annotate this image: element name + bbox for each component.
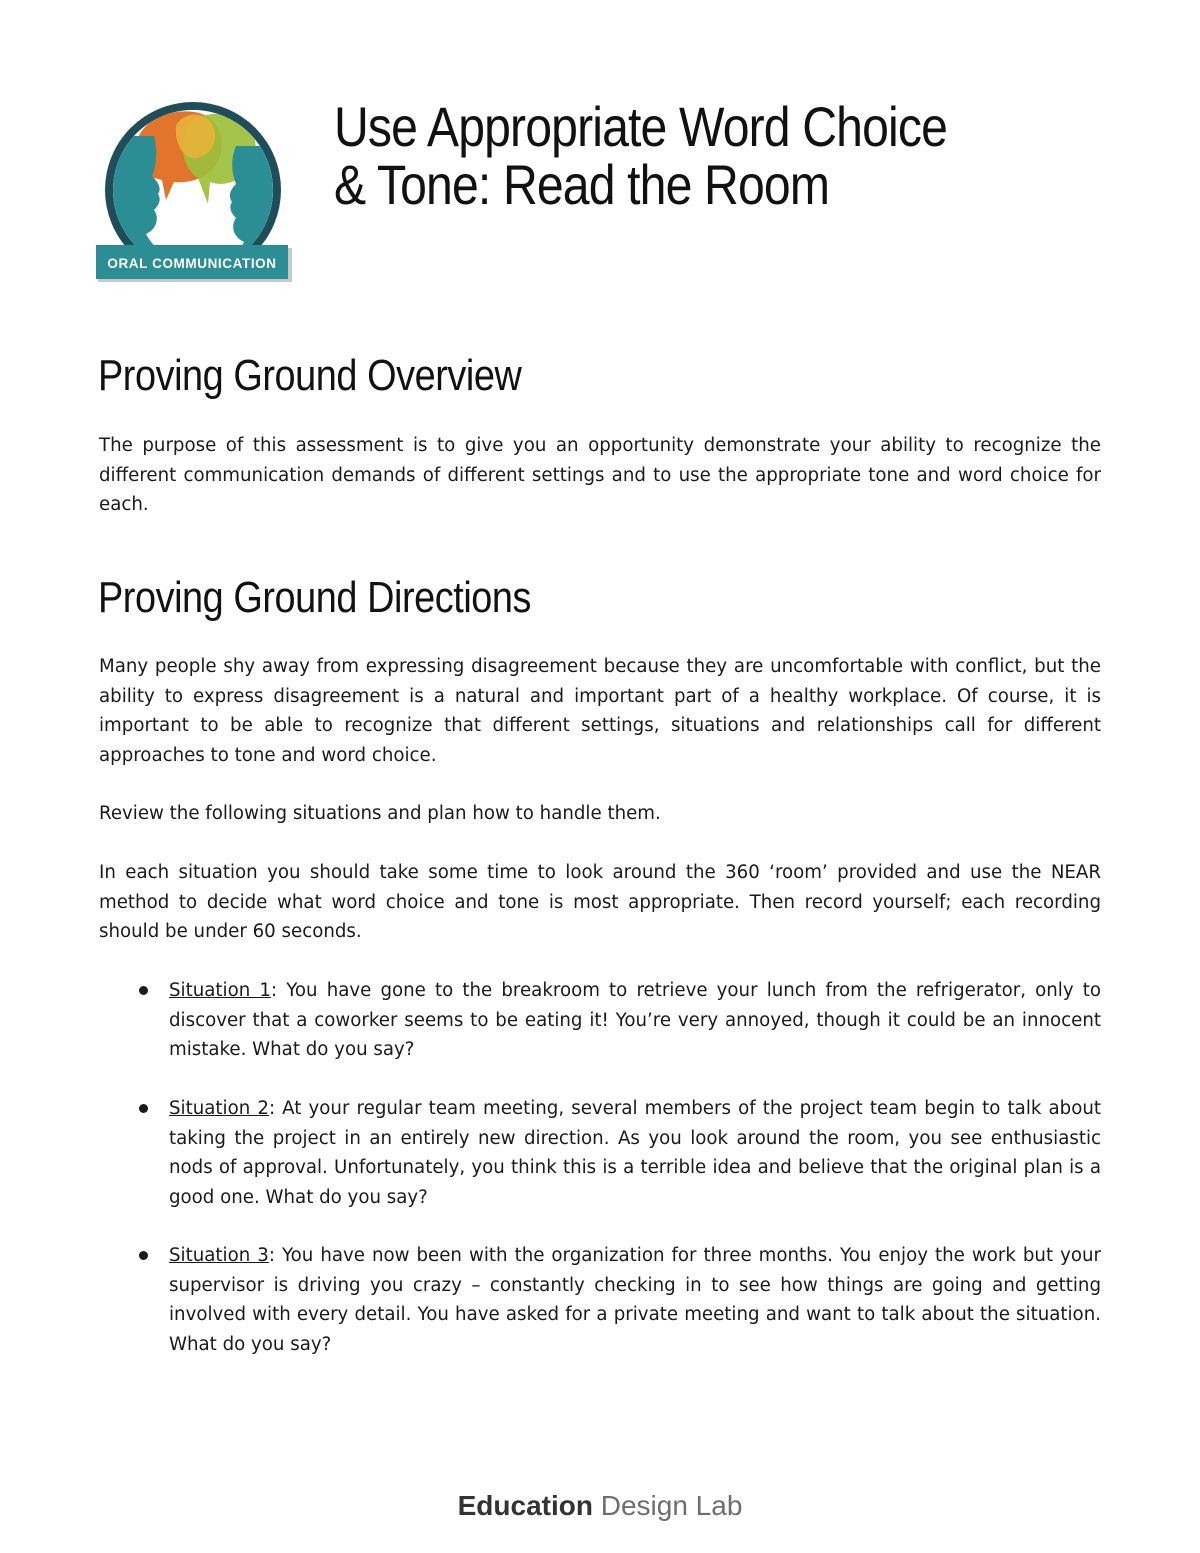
footer-brand [0,1488,1200,1524]
situation-body: : You have gone to the breakroom to retrieve your lunch from the refrigerator, only to discover that a coworker seems to be eating it! You’re very annoyed, though it could be an innocent mistake. What do you say? [169,980,1101,1060]
title-line-1: Use Appropriate Word Choice [334,95,948,158]
directions-heading: Proving Ground Directions [98,573,532,622]
situation-item [169,1241,1101,1359]
directions-paragraph-2: Review the following situations and plan how to handle them. [99,803,661,824]
directions-paragraph-1: Many people shy away from expressing disagreement because they are uncomfortable with conflict, but the ability to express disagreement is a natural and important part of a healthy workplace. Of course, it is important to be able to recognize that different settings, situations and relationships call for different approaches to tone and word choice. [99,656,1101,766]
page-title [334,95,948,216]
footer-brand-light: Design Lab [600,1490,743,1521]
situation-item [169,976,1101,1065]
situation-item [169,1094,1101,1212]
situation-text [169,976,1101,1065]
overview-heading: Proving Ground Overview [98,351,522,400]
footer-brand-bold: Education [457,1490,593,1521]
situation-label: Situation 2 [169,1098,269,1119]
bullet-icon [139,986,148,995]
situation-body: : You have now been with the organization for three months. You enjoy the work but your supervisor is driving you crazy – constantly checking in to see how things are going and getting involved with every detail. You have asked for a private meeting and want to talk about the situation. What do you say? [169,1245,1101,1355]
title-line-2: & Tone: Read the Room [334,153,830,216]
oral-communication-logo [96,96,296,286]
overview-text: The purpose of this assessment is to give you an opportunity demonstrate your ability to recognize the different communication demands of different settings and to use the appropriate tone and word choice for each. [99,435,1101,515]
situation-label: Situation 3 [169,1245,269,1266]
bullet-icon [139,1251,148,1260]
situation-body: : At your regular team meeting, several members of the project team begin to talk about taking the project in an entirely new direction. As you look around the room, you see enthusiastic nods of approval. Unfortunately, you think this is a terrible idea and believe that the original plan is a good one. What do you say? [169,1098,1102,1208]
situation-label: Situation 1 [169,980,271,1001]
logo-label: ORAL COMMUNICATION [107,256,277,271]
situation-text [169,1241,1101,1359]
bullet-icon [139,1104,148,1113]
situation-text [169,1094,1101,1212]
directions-paragraph-3: In each situation you should take some time to look around the 360 ‘room’ provided and use the NEAR method to decide what word choice and tone is most appropriate. Then record yourself; each recording should be under 60 seconds. [99,862,1101,942]
